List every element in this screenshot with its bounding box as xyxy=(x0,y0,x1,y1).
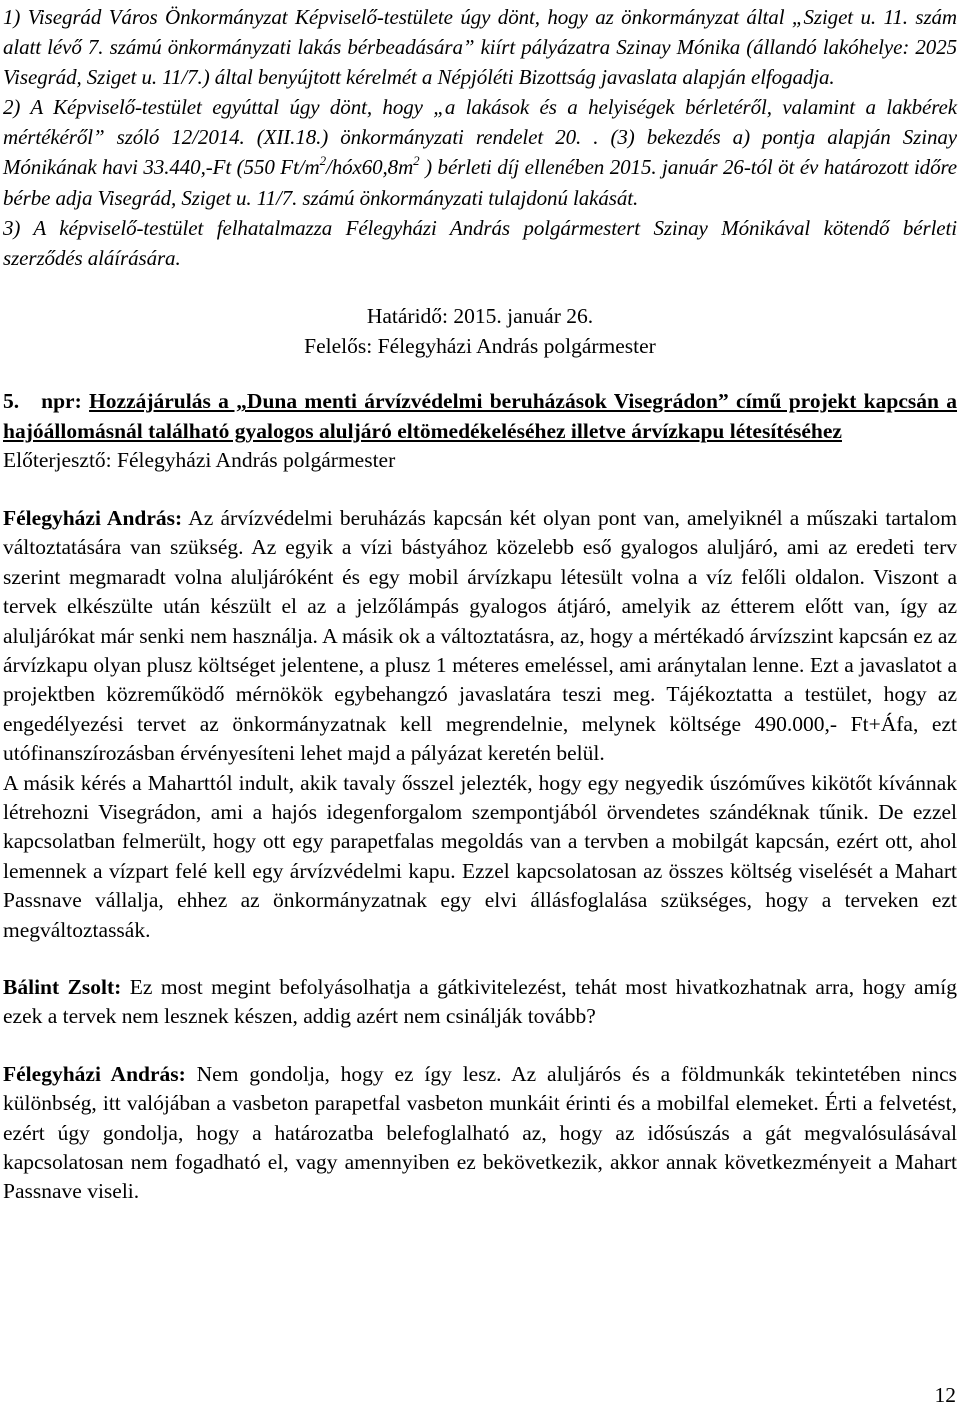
resolution-point-2 xyxy=(3,92,957,212)
resolution-point-2-text-c: ) bérleti díj ellenében 2015. január 26-tól öt év határozott időre bérbe adja Visegrád, Sziget u. 11/7. számú önkormányzati tulajdonú lakását. xyxy=(3,155,957,210)
document-page xyxy=(3,2,957,1207)
speech-1-continuation: A másik kérés a Maharttól indult, akik tavaly ősszel jelezték, hogy egy negyedik úszóműves kikötőt kívánnak létrehozni Visegrádon, ami a hajós idegenforgalom szempontjából örvendetes szándéknak tűnik. De ezzel kapcsolatban felmerült, hogy ott egy parapetfalas megoldás van a tervben a mobilgát kapcsán, ezért ott, ahol lemennek a vízpart felé kell egy árvízvédelmi kapu. Ezzel kapcsolatosan az összes költség viselését a Mahart Passnave vállalja, ehhez az önkormányzatnak egy elvi állásfoglalása szükséges, hogy a terveken ezt megváltoztassák. xyxy=(3,770,957,942)
resolution-point-1: 1) Visegrád Város Önkormányzat Képviselő-testülete úgy dönt, hogy az önkormányzat által „Sziget u. 11. szám alatt lévő 7. számú önkormányzati lakás bérbeadására” kiírt pályázatra Szinay Mónika (állandó lakóhelye: 2025 Visegrád, Sziget u. 11/7.) által benyújtott kérelmét a Népjóléti Bizottság javaslata alapján elfogadja. xyxy=(3,5,957,90)
agenda-item-heading xyxy=(3,387,957,446)
superscript-1: 2 xyxy=(319,153,326,169)
superscript-2: 2 xyxy=(413,153,420,169)
agenda-item-title: Hozzájárulás a „Duna menti árvízvédelmi beruházások Visegrádon” című projekt kapcsán a hajóállomásnál található gyalogos aluljáró eltömedékeléséhez illetve árvízkapu létesítéséhez xyxy=(3,389,958,443)
agenda-item-npr: npr: xyxy=(41,389,82,414)
agenda-item-presenter: Előterjesztő: Félegyházi András polgármester xyxy=(3,448,396,473)
speech-2 xyxy=(3,973,957,1032)
responsible: Felelős: Félegyházi András polgármester xyxy=(304,333,656,358)
agenda-item-number: 5. xyxy=(3,389,20,414)
speech-3 xyxy=(3,1060,957,1207)
speaker-name: Bálint Zsolt: xyxy=(3,975,122,1000)
resolution-block xyxy=(3,2,957,273)
speech-text: Nem gondolja, hogy ez így lesz. Az aluljárós és a földmunkák tekintetében nincs különbség, itt valójában a vasbeton parapetfal vasbeton munkáit érinti és a mobilfal elemeket. Érti a felvetést, ezért úgy gondolja, hogy a határozatba belefoglalható az, hogy az idősúszás a gát megvalósulásával kapcsolatosan nem fogadható el, vagy amennyiben ez bekövetkezik, akkor annak következményeit a Mahart Passnave viseli. xyxy=(3,1061,957,1204)
page-number: 12 xyxy=(934,1383,956,1407)
speech-text: Ez most megint befolyásolhatja a gátkivitelezést, tehát most hivatkozhatnak arra, hogy amíg ezek a tervek nem lesznek készen, addig azért nem csinálják tovább? xyxy=(3,975,958,1029)
resolution-point-2-text-b: /hóx60,8m xyxy=(325,155,414,180)
speech-text: Az árvízvédelmi beruházás kapcsán két olyan pont van, amelyiknél a műszaki tartalom változtatására van szükség. Az egyik a vízi bástyához közelebb eső gyalogos aluljáró, ami az eredeti terv szerint megmaradt volna aluljáróként és egy mobil árvízkapu létesült volna a víz felőli oldalon. Viszont a tervek elkészülte után készült el az a jelzőlámpás gyalogos átjáró, amelyik az étterem előtt van, így az aluljárókat már senki nem használja. A másik ok a változtatásra, az, hogy a mértékadó árvízszint kapcsán ez az árvízkapu olyan plusz költséget jelentene, a plusz 1 méteres emeléssel, ami aránytalan lenne. Ezt a javaslatot a projektben közreműködő mérnökök egybehangzó javaslatára teszi meg. Tájékoztatta a testület, hogy az engedélyezési tervet az önkormányzatnak kell megrendelnie, melynek költsége 490.000,- Ft+Áfa, ezt utófinanszírozásban érvényesíteni lehet majd a pályázat keretén belül. xyxy=(3,505,957,766)
speech-1 xyxy=(3,504,957,769)
speaker-name: Félegyházi András: xyxy=(3,505,183,530)
deadline: Határidő: 2015. január 26. xyxy=(366,303,594,328)
resolution-point-3: 3) A képviselő-testület felhatalmazza Félegyházi András polgármestert Szinay Mónikával kötendő bérleti szerződés aláírására. xyxy=(3,215,957,270)
resolution-point-2-text-a: 2) A Képviselő-testület egyúttal úgy dönt, hogy „a lakások és a helyiségek bérletéről, valamint a lakbérek mértékéről” szóló 12/2014. (XII.18.) önkormányzati rendelet 20. . (3) bekezdés a) pontja alapján Szinay Mónikának havi 33.440,-Ft (550 Ft/m xyxy=(3,95,957,180)
speaker-name: Félegyházi András: xyxy=(3,1061,186,1086)
